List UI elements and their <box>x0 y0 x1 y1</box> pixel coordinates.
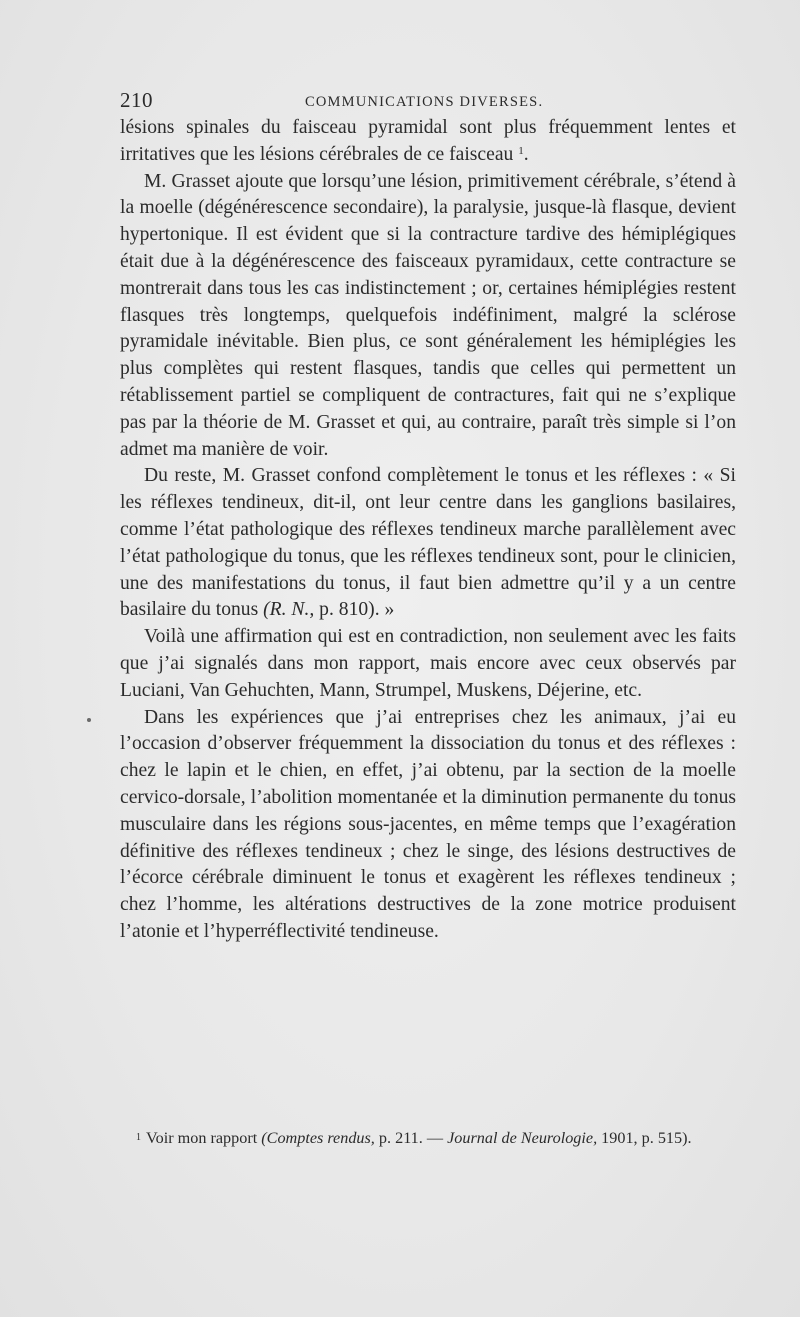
paragraph-5: Dans les expériences que j’ai entreprises chez les animaux, j’ai eu l’occasion d’observer fréquemment la dissociation du tonus et des réflexes : chez le lapin et le chien, en effet, j’ai obtenu, par la section de la moelle cervico-dorsale, l’abolition momentanée et la diminution permanente du tonus musculaire dans les régions sous-jacentes, en même temps que l’exagération définitive des réflexes tendineux ; chez le singe, des lésions destructives de l’écorce cérébrale diminuent le tonus et exagèrent les réflexes tendineux ; chez l’homme, les altérations destructives de la zone motrice produisent l’atonie et l’hyperréflectivité tendineuse. <box>120 706 736 942</box>
footnote-ref[interactable]: 1 <box>518 144 524 157</box>
running-title: COMMUNICATIONS DIVERSES. <box>305 94 544 110</box>
page-number: 210 <box>120 88 153 112</box>
footnote-1: 1 Voir mon rapport (Comptes rendus, p. 211. — Journal de Neurologie, 1901, p. 515). <box>136 1129 692 1147</box>
paragraph-2: M. Grasset ajoute que lorsqu’une lésion, primitivement cérébrale, s’étend à la moelle (dégénérescence secondaire), la paralysie, jusque-là flasque, devient hypertonique. Il est évident que si la contracture tardive des hémiplégiques était due à la dégénérescence des faisceaux pyramidaux, cette contracture se montrerait dans tous les cas indistinctement ; or, certaines hémiplégies restent flasques très longtemps, quelquefois indéfiniment, malgré la sclérose pyramidale inévitable. Bien plus, ce sont généralement les hémiplégies les plus complètes qui restent flasques, tandis que celles qui permettent un rétablissement partiel se compliquent de contractures, fait qui ne s’explique pas par la théorie de M. Grasset et qui, au contraire, paraît très simple si l’on admet ma manière de voir. <box>120 170 736 460</box>
page-header <box>120 88 736 118</box>
paragraph-4: Voilà une affirmation qui est en contradiction, non seulement avec les faits que j’ai signalés dans mon rapport, mais encore avec ceux observés par Luciani, Van Gehuchten, Mann, Strumpel, Muskens, Déjerine, etc. <box>120 626 736 701</box>
paragraph-3: Du reste, M. Grasset confond complètement le tonus et les réflexes : « Si les réflexes tendineux, dit-il, ont leur centre dans les ganglions basilaires, comme l’état pathologique des réflexes tendineux marche parallèlement avec l’état pathologique du tonus, que les réflexes tendineux sont, pour le clinicien, une des manifestations du tonus, il faut bien admettre qu’il y a un centre basilaire du tonus (R. N., p. 810). » <box>120 465 736 621</box>
footnote-mark: 1 <box>136 1132 141 1143</box>
footnotes <box>120 1126 736 1150</box>
margin-dot <box>87 718 91 722</box>
body-text <box>120 115 736 946</box>
paragraph-1: lésions spinales du faisceau pyramidal sont plus fréquemment lentes et irritatives que les lésions cérébrales de ce faisceau $^1$. <box>120 117 736 165</box>
